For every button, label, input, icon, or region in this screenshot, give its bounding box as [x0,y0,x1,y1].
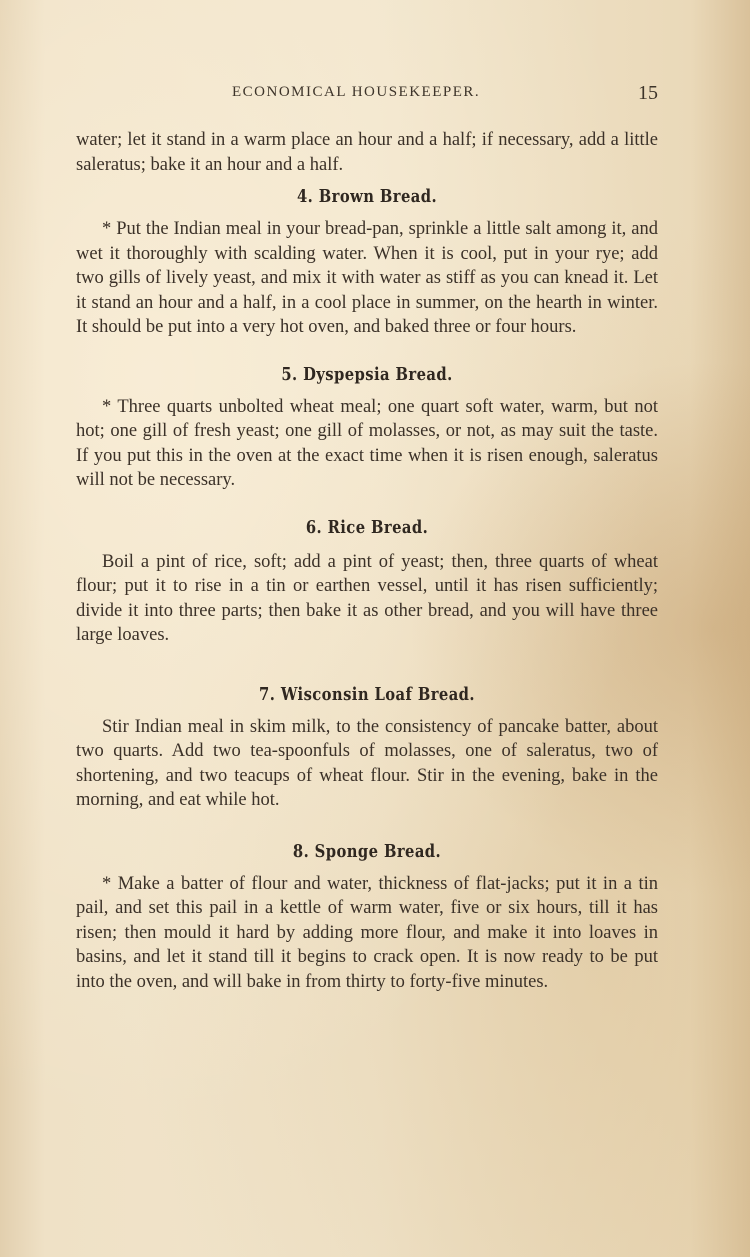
recipe-text-sponge-bread: * Make a batter of flour and water, thickness of flat-jacks; put it in a tin pail, and set this pail in a kettle of warm water, five or six hours, till it has risen; then mould it hard by adding more flour, and make it into loaves in basins, and let it stand till it begins to crack open. It is now ready to be put into the oven, and will bake in from thirty to forty-five minutes. [76,873,658,992]
running-head: ECONOMICAL HOUSEKEEPER. [232,84,481,100]
page-number: 15 [638,82,658,104]
page-content [76,128,658,994]
recipe-title-dyspepsia-bread: 5. Dyspepsia Bread. [281,363,453,385]
recipe-text-dyspepsia-bread: * Three quarts unbolted wheat meal; one quart soft water, warm, but not hot; one gill of fresh yeast; one gill of molasses, or not, as may suit the taste. If you put this in the oven at the exact time when it is risen enough, saleratus will not be necessary. [76,396,658,490]
recipe-text-brown-bread: * Put the Indian meal in your bread-pan, sprinkle a little salt among it, and wet it thoroughly with scalding water. When it is cool, put in your rye; add two gills of lively yeast, and mix it with water as stiff as you can knead it. Let it stand an hour and a half, in a cool place in summer, on the hearth in winter. It should be put into a very hot oven, and baked three or four hours. [76,219,658,337]
recipe-title-rice-bread: 6. Rice Bread. [305,516,429,538]
continuation-paragraph: water; let it stand in a warm place an hour and a half; if necessary, add a little saleratus; bake it an hour and a half. [76,130,658,175]
recipe-text-wisconsin-loaf-bread: Stir Indian meal in skim milk, to the consistency of pancake batter, about two quarts. Add two tea-spoonfuls of molasses, one of saleratus, two of shortening, and two teacups of wheat flour. Stir in the evening, bake in the morning, and eat while hot. [76,716,658,810]
recipe-text-rice-bread: Boil a pint of rice, soft; add a pint of yeast; then, three quarts of wheat flour; put it to rise in a tin or earthen vessel, until it has risen sufficiently; divide it into three parts; then bake it as other bread, and you will have three large loaves. [76,551,658,645]
recipe-title-wisconsin-loaf-bread: 7. Wisconsin Loaf Bread. [259,683,475,705]
recipe-title-sponge-bread: 8. Sponge Bread. [292,840,442,862]
page-header [80,82,660,110]
recipe-title-brown-bread: 4. Brown Bread. [296,186,438,207]
